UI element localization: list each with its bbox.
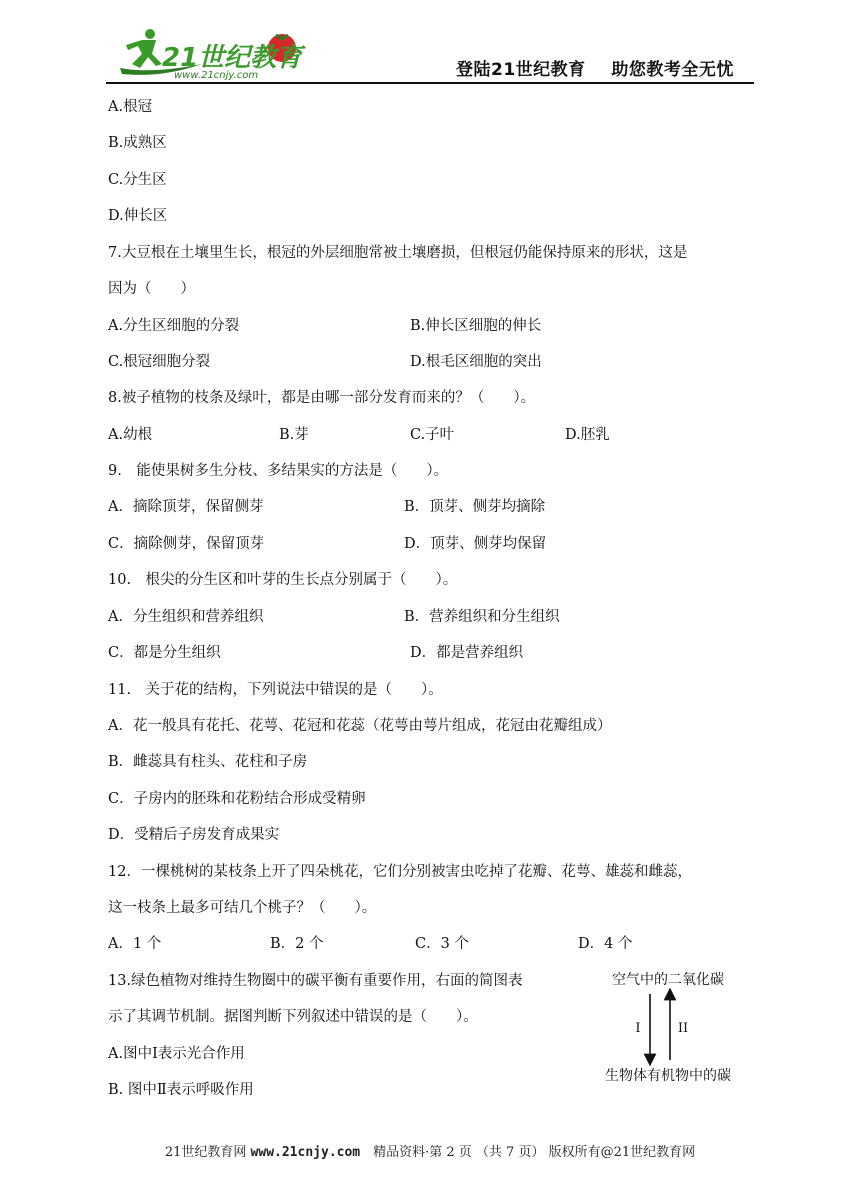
q8-option-a: A.幼根 (108, 427, 153, 443)
q9-stem: 9. 能使果树多生分枝、多结果实的方法是（ ）。 (108, 463, 449, 479)
q6-option-a: A.根冠 (108, 99, 153, 115)
q12-option-b: B．2 个 (270, 936, 324, 952)
q12-option-a: A．1 个 (108, 936, 162, 952)
q11-option-d: D．受精后子房发育成果实 (108, 827, 280, 843)
q7-option-c: C.根冠细胞分裂 (108, 354, 211, 370)
q8-option-c: C.子叶 (410, 427, 455, 443)
q13-option-b: B. 图中Ⅱ表示呼吸作用 (108, 1082, 254, 1098)
q11-stem: 11. 关于花的结构，下列说法中错误的是（ ）。 (108, 682, 443, 698)
diagram-bottom-label: 生物体有机物中的碳 (605, 1068, 731, 1084)
q10-option-d: D．都是营养组织 (410, 645, 524, 661)
q6-option-c: C.分生区 (108, 172, 167, 188)
page-header (0, 0, 860, 90)
footer-url[interactable]: www.21cnjy.com (250, 1145, 361, 1160)
q7-option-a: A.分生区细胞的分裂 (108, 318, 240, 334)
q8-stem: 8.被子植物的枝条及绿叶，都是由哪一部分发育而来的？（ ）。 (108, 390, 536, 406)
q8-option-d: D.胚乳 (565, 427, 610, 443)
q10-option-a: A．分生组织和营养组织 (108, 609, 264, 625)
q9-option-c: C．摘除侧芽，保留顶芽 (108, 536, 265, 552)
q13-option-a: A.图中Ⅰ表示光合作用 (108, 1046, 245, 1062)
q6-option-d: D.伸长区 (108, 208, 168, 224)
q7-option-d: D.根毛区细胞的突出 (410, 354, 542, 370)
q10-stem: 10. 根尖的分生区和叶芽的生长点分别属于（ ）。 (108, 572, 458, 588)
header-divider (106, 82, 754, 84)
logo-url: www.21cnjy.com (174, 70, 259, 81)
page-footer (0, 1141, 860, 1160)
arrow-down-label: I (635, 1021, 641, 1036)
q11-option-b: B．雌蕊具有柱头、花柱和子房 (108, 754, 308, 770)
q13-stem: 13.绿色植物对维持生物圈中的碳平衡有重要作用，右面的简图表 (108, 973, 523, 989)
footer-prefix: 21世纪教育网 (164, 1145, 251, 1160)
q13-stem-cont: 示了其调节机制。据图判断下列叙述中错误的是（ ）。 (108, 1009, 478, 1025)
q6-option-b: B.成熟区 (108, 135, 167, 151)
carbon-cycle-diagram (588, 968, 748, 1086)
q7-stem: 7.大豆根在土壤里生长，根冠的外层细胞常被土壤磨损，但根冠仍能保持原来的形状，这是 (108, 245, 688, 261)
diagram-top-label: 空气中的二氧化碳 (612, 972, 724, 988)
site-logo (112, 24, 312, 82)
q9-option-b: B．顶芽、侧芽均摘除 (404, 499, 546, 515)
q11-option-a: A．花一般具有花托、花萼、花冠和花蕊（花萼由萼片组成，花冠由花瓣组成） (108, 718, 612, 734)
q12-stem-cont: 这一枝条上最多可结几个桃子？（ ）。 (108, 900, 377, 916)
q7-option-b: B.伸长区细胞的伸长 (410, 318, 542, 334)
q10-option-b: B．营养组织和分生组织 (404, 609, 560, 625)
q7-stem-cont: 因为（ ） (108, 281, 195, 297)
q12-stem: 12．一棵桃树的某枝条上开了四朵桃花，它们分别被害虫吃掉了花瓣、花萼、雄蕊和雌蕊， (108, 864, 692, 880)
q9-option-d: D．顶芽、侧芽均保留 (404, 536, 547, 552)
q12-option-d: D．4 个 (578, 936, 633, 952)
q8-option-b: B.芽 (279, 427, 309, 443)
logo-text: 21世纪教育 (162, 43, 303, 73)
arrow-up-label: II (677, 1021, 689, 1036)
header-slogan: 登陆21世纪教育 助您教考全无忧 (456, 60, 734, 80)
q12-option-c: C．3 个 (415, 936, 469, 952)
q9-option-a: A．摘除顶芽，保留侧芽 (108, 499, 264, 515)
q10-option-c: C．都是分生组织 (108, 645, 221, 661)
q11-option-c: C．子房内的胚珠和花粉结合形成受精卵 (108, 791, 366, 807)
footer-page-info: 精品资料·第 2 页 （共 7 页） 版权所有@21世纪教育网 (360, 1145, 696, 1160)
